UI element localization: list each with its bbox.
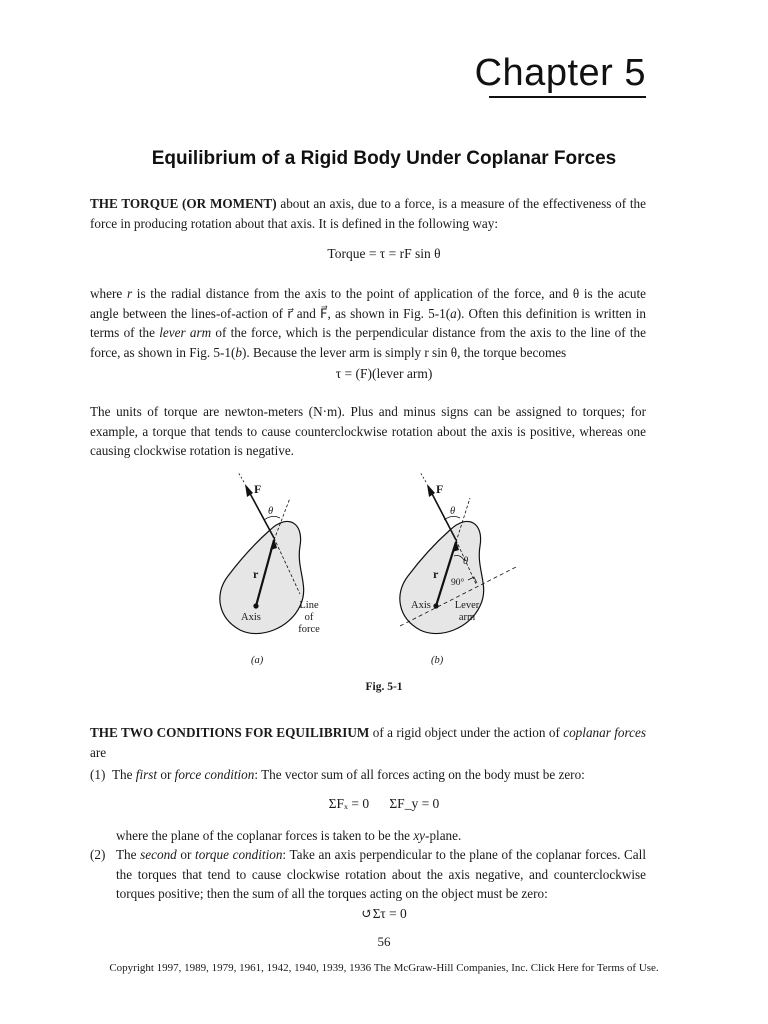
equilibrium-lead: THE TWO CONDITIONS FOR EQUILIBRIUM	[90, 725, 370, 740]
torque-equation: Torque = τ = rF sin θ	[327, 246, 441, 261]
torque-intro-paragraph	[90, 194, 646, 233]
plane-note-a: where the plane of the coplanar forces is taken to be the	[116, 828, 414, 843]
condition-2-text-b: : Take an axis perpendicular to the plane of the coplanar forces. Call the torques that tend to cause clockwise rotation about the axis negative, and counterclockwise torques positive; then the sum of all the torques acting on the object must be zero:	[116, 847, 646, 901]
condition-1-text-b: : The vector sum of all forces acting on the body must be zero:	[254, 767, 585, 782]
panel-label-a: (a)	[251, 655, 264, 666]
p2-text-e: ). Because the lever arm is simply r sin θ, the torque becomes	[242, 344, 567, 360]
page-number: 56	[377, 934, 391, 949]
sum-fy-equation: ΣF_y = 0	[389, 796, 440, 811]
figure-panel-a	[220, 472, 304, 634]
r-label-b: r⃗	[433, 567, 448, 581]
p2-text-a: where	[90, 286, 127, 301]
r-label-a: r⃗	[253, 567, 268, 581]
lever-arm-equation: τ = (F)(lever arm)	[335, 366, 433, 381]
p2-text-d: of the force, which is the perpendicular distance from the axis to the line of the force, as shown in Fig. 5-1(	[90, 325, 646, 360]
condition-1-first: first	[135, 767, 158, 782]
plane-note	[116, 826, 646, 846]
chapter-rule	[489, 96, 646, 98]
torque-units-paragraph: The units of torque are newton-meters (N·m). Plus and minus signs can be assigned to torques; for example, a torque that tends to cause counterclockwise rotation about the axis is positive, whereas one causing clockwise rotation is negative.	[90, 404, 646, 458]
equilibrium-text-b: are	[90, 744, 107, 760]
theta-label-a: θ	[268, 506, 274, 517]
axis-point-a	[253, 603, 258, 608]
p2-fig-b: b	[235, 344, 242, 360]
line-of-force-label-3: force	[298, 624, 320, 635]
copyright-footer[interactable]: Copyright 1997, 1989, 1979, 1961, 1942, 1940, 1939, 1936 The McGraw-Hill Companies, Inc. Click Here for Terms of Use.	[109, 962, 659, 974]
condition-1-or: or	[157, 767, 175, 782]
p2-lever-arm: lever arm	[159, 325, 212, 340]
p2-text-b: is the radial distance from the axis to the point of application of the force, and θ is the acute angle between the lines-of-action of r⃗ and F⃗, as shown in Fig. 5-1(	[90, 286, 647, 321]
force-equations	[0, 796, 768, 812]
force-label-b: F⃗	[436, 482, 453, 496]
equilibrium-coplanar: coplanar forces	[563, 725, 646, 740]
force-label-a: F⃗	[254, 482, 271, 496]
condition-1-force: force condition	[174, 767, 255, 782]
p2-r: r	[126, 286, 133, 301]
torque-definition-paragraph	[90, 284, 646, 362]
chapter-heading: Chapter 5	[474, 52, 646, 94]
condition-2-or: or	[176, 847, 196, 862]
condition-1-number: (1)	[90, 767, 106, 782]
condition-2-number: (2)	[90, 847, 106, 862]
condition-2	[90, 845, 646, 904]
sum-fx-equation: ΣFₓ = 0	[328, 796, 370, 811]
lever-arm-label	[452, 600, 482, 624]
lever-arm-label-2: arm	[458, 612, 476, 623]
line-of-force-label-1: Line	[299, 600, 319, 611]
axis-point-b	[433, 603, 438, 608]
condition-2-second: second	[140, 847, 177, 862]
line-of-force-label	[294, 600, 324, 636]
figure-caption: Fig. 5-1	[365, 681, 403, 693]
p2-fig-a: a	[450, 305, 457, 321]
theta-label-b: θ	[463, 556, 469, 567]
plane-note-b: -plane.	[425, 828, 462, 843]
plane-note-xy: xy	[413, 828, 426, 843]
axis-label-a: Axis	[241, 612, 261, 623]
axis-label-b: Axis	[411, 600, 431, 611]
equilibrium-intro-paragraph	[90, 723, 646, 762]
condition-1	[90, 765, 646, 785]
torque-intro-text: about an axis, due to a force, is a measure of the effectiveness of the force in producing rotation about that axis. It is defined in the following way:	[90, 196, 647, 231]
lever-arm-label-1: Lever	[454, 600, 480, 611]
page-title: Equilibrium of a Rigid Body Under Coplanar Forces	[151, 148, 617, 169]
panel-label-b: (b)	[431, 655, 444, 666]
condition-2-text-a: The	[116, 847, 141, 862]
p2-text-c: ). Often this definition is written in terms of the	[90, 305, 646, 340]
torque-lead: THE TORQUE (OR MOMENT)	[90, 196, 277, 211]
condition-2-torque: torque condition	[195, 847, 283, 862]
torque-equilibrium-equation: ↺Στ = 0	[361, 906, 407, 921]
condition-1-text-a: The	[111, 767, 136, 782]
equilibrium-text-a: of a rigid object under the action of	[369, 725, 564, 740]
theta-top-label-b: θ	[450, 506, 456, 517]
right-angle-label: 90°	[451, 578, 465, 588]
line-of-force-label-2: of	[304, 612, 314, 623]
